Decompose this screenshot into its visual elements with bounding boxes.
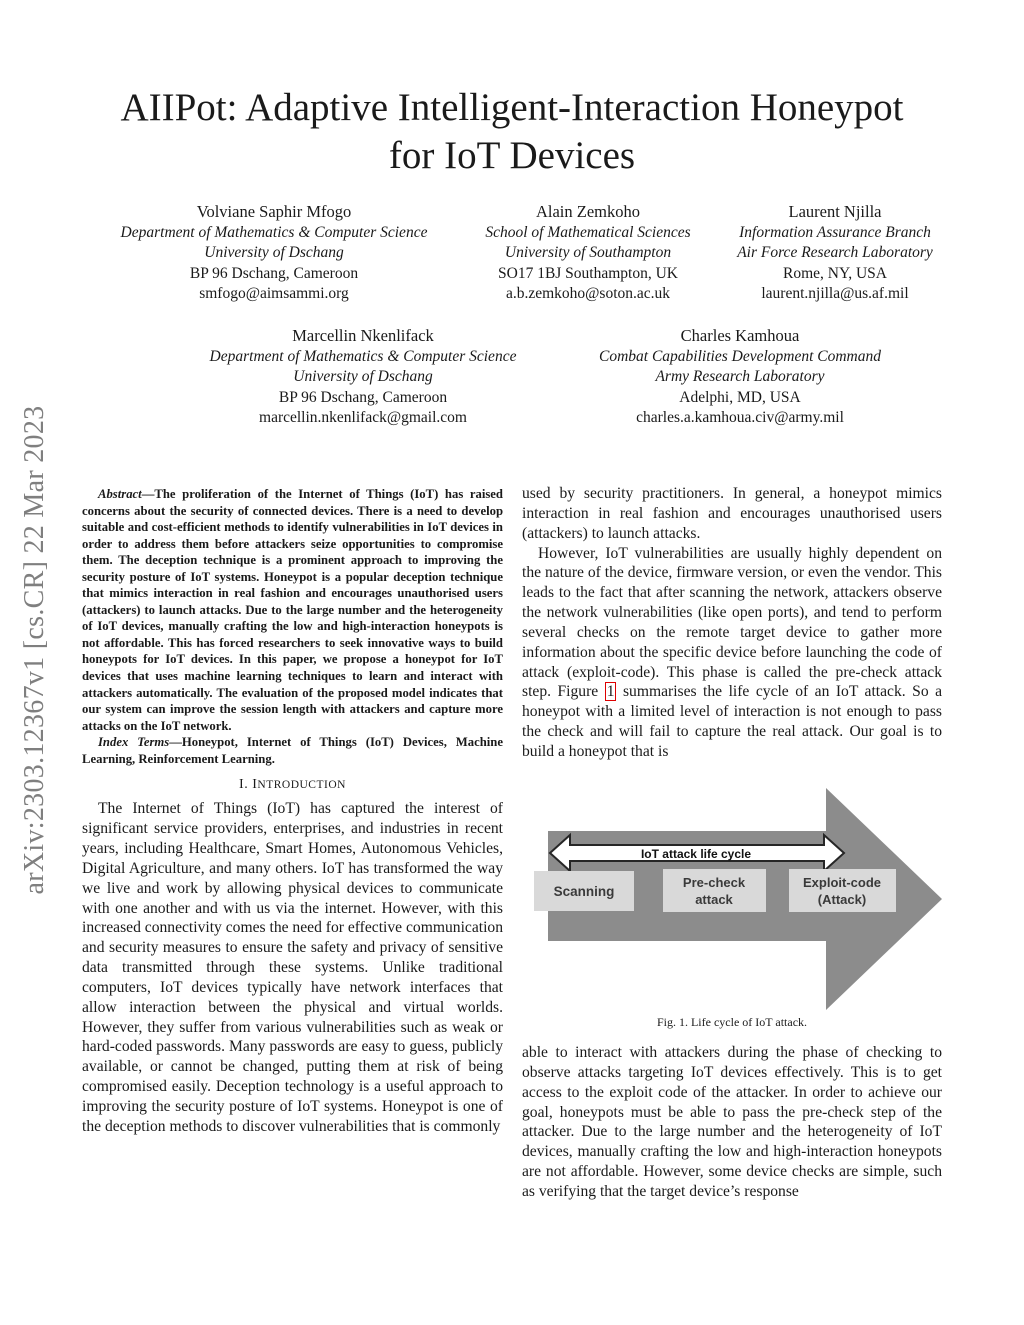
author-dept: Combat Capabilities Development Command [599, 347, 881, 365]
abstract-text: —The proliferation of the Internet of Things (IoT) has raised concerns about the security of connected devices. There is a need to develop suitable and cost-efficient methods to identify vulnerabilities in IoT devices in order to address them before attackers seize opportunities to compromise them. The deception technique is a prominent approach to improving the security posture of IoT systems. Honeypot is a popular deception technique that mimics interaction in real fashion and encourages unauthorised users (attackers) to launch attacks. Due to the large number and the heterogeneity of IoT devices, manually crafting the low and high-interaction honeypots is not affordable. This has forced researchers to seek innovative ways to build honeypots for IoT devices. In this paper, we propose a honeypot for IoT devices that uses machine learning techniques to learn and interact with attackers automatically. The evaluation of the proposed model indicates that our system can improve the session length with attackers and capture more attacks on the IoT network. [82, 487, 503, 733]
abstract [82, 486, 503, 767]
arxiv-id: arXiv:2303.12367v1 [cs.CR] 22 Mar 2023 [19, 405, 50, 895]
author-email: a.b.zemkoho@soton.ac.uk [505, 285, 671, 303]
author-name: Charles Kamhoua [680, 326, 800, 345]
title-line-1: AIIPot: Adaptive Intelligent-Interaction Honeypot [120, 86, 904, 129]
paragraph-precheck: However, IoT vulnerabilities are usually highly dependent on the nature of the device, firmware version, or even the vendor. This leads to the fact that after scanning the network, attackers observe the network vulnerabilities (like open ports), and tend to perform several checks on the remote target device to gather more information about the specific device before launching the code of attack (exploit-code). This phase is called the pre-check attack step. Figure 1 summarises the life cycle of an IoT attack. So a honeypot with a limited level of interaction is not enough to pass the check and will fail to capture the real attack. Our goal is to build a honeypot that is [522, 544, 943, 760]
author-block-3 [722, 202, 948, 305]
section-title-first: I [252, 777, 258, 793]
precheck-label-line2: attack [695, 892, 733, 907]
right-column-top [522, 484, 942, 762]
author-dept: Department of Mathematics & Computer Science [209, 347, 517, 365]
paper-title [60, 84, 964, 180]
section-title-rest: NTRODUCTION [257, 779, 346, 792]
author-org: University of Dschang [204, 244, 344, 262]
exploit-label-line2: (Attack) [817, 892, 867, 907]
scanning-label: Scanning [553, 884, 615, 899]
author-address: BP 96 Dschang, Cameroon [278, 388, 448, 406]
figure-caption: Fig. 1. Life cycle of IoT attack. [656, 1015, 808, 1029]
intro-body [82, 799, 503, 1136]
index-terms-text: —Honeypot, Internet of Things (IoT) Devices, Machine Learning, Reinforcement Learning. [82, 735, 503, 766]
author-address: SO17 1BJ Southampton, UK [498, 264, 678, 282]
figure-link[interactable]: 1 [606, 683, 615, 701]
author-email: smfogo@aimsammi.org [199, 285, 349, 303]
section-heading [82, 777, 503, 793]
section-number: I. [239, 777, 249, 793]
author-block-5 [576, 326, 904, 429]
author-org: Army Research Laboratory [655, 368, 825, 386]
author-name: Laurent Njilla [788, 202, 882, 221]
author-name: Marcellin Nkenlifack [292, 326, 434, 345]
precheck-label-line1: Pre-check [682, 875, 746, 890]
title-line-2: for IoT Devices [388, 134, 636, 177]
author-block-1 [100, 202, 448, 305]
arxiv-stamp [15, 355, 55, 945]
intro-paragraph: The Internet of Things (IoT) has captured the interest of significant service providers, enterprises, and industries in recent years, including Healthcare, Smart Homes, Autonomous Vehicles, Digital Agriculture, and many others. IoT has transformed the way we live and work by allowing physical devices to communicate with one another and with us via the internet. However, with this increased connectivity comes the need for effective communication and security measures to ensure the safety and privacy of sensitive data transmitted through these systems. Unlike traditional computers, IoT devices typically have network interfaces that allow interaction between the physical and virtual worlds. However, they suffer from various vulnerabilities such as weak or hard-coded passwords. Many passwords are easy to guess, publicly available, or cannot be changed, putting them at risk of being compromised easily. Deception technology is a useful approach to improving the security posture of IoT systems. Honeypot is one of the deception methods to discover vulnerabilities that is commonly [82, 800, 504, 1135]
author-address: Rome, NY, USA [783, 264, 887, 282]
author-org: Air Force Research Laboratory [737, 244, 933, 262]
author-dept: Information Assurance Branch [739, 223, 931, 241]
author-name: Alain Zemkoho [535, 202, 641, 221]
author-dept: Department of Mathematics & Computer Science [120, 223, 428, 241]
author-org: University of Southampton [504, 244, 672, 262]
figure-iot-lifecycle [522, 785, 952, 1015]
author-name: Volviane Saphir Mfogo [196, 202, 352, 221]
author-address: BP 96 Dschang, Cameroon [189, 264, 359, 282]
author-org: University of Dschang [293, 368, 433, 386]
exploit-label-line1: Exploit-code [802, 875, 882, 890]
right-column-bottom [522, 1043, 942, 1202]
author-block-2 [460, 202, 716, 305]
author-dept: School of Mathematical Sciences [485, 223, 691, 241]
abstract-label: Abstract [98, 487, 142, 501]
author-address: Adelphi, MD, USA [679, 388, 801, 406]
author-email: charles.a.kamhoua.civ@army.mil [636, 409, 844, 427]
author-email: laurent.njilla@us.af.mil [761, 285, 909, 303]
left-column [82, 486, 503, 1137]
paragraph-goal: able to interact with attackers during the phase of checking to observe attacks targeting IoT devices effectively. This is to get access to the exploit code of the attacker. In order to achieve our goal, honeypots must be able to pass the pre-check step of the attacker. Due to the large number and the heterogeneity of IoT devices, manually crafting the low and high-interaction honeypots are not affordable. However, some device checks are simple, such as verifying that the target device’s response [522, 1044, 942, 1200]
index-terms-label: Index Terms [98, 735, 170, 750]
author-block-4 [186, 326, 540, 429]
lifecycle-banner-label: IoT attack life cycle [640, 847, 752, 861]
continued-paragraph: used by security practitioners. In general, a honeypot mimics interaction in real fashion and encourages unauthorised users (attackers) to launch attacks. [522, 485, 942, 542]
author-email: marcellin.nkenlifack@gmail.com [259, 409, 467, 427]
